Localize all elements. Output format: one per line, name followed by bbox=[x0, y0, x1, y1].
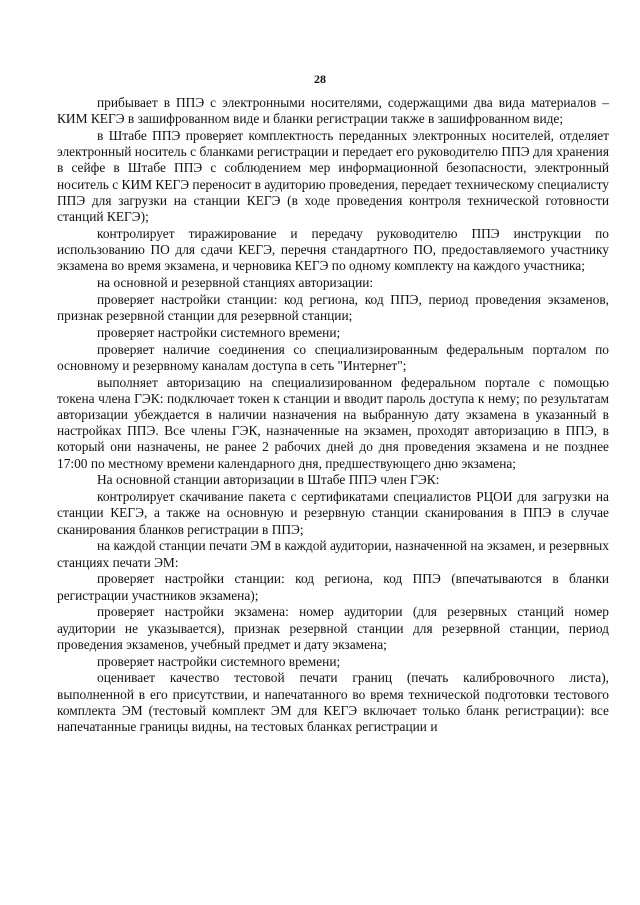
body-text bbox=[57, 95, 609, 736]
paragraph: проверяет настройки системного времени; bbox=[97, 653, 341, 669]
paragraph: проверяет настройки экзамена: номер аудитории (для резервных станций номер аудитории не указывается), признак резервной станции для резервной станции, период проведения экзаменов, учебный предмет и дату экзамена; bbox=[57, 604, 609, 652]
paragraph: проверяет наличие соединения со специализированным федеральным порталом по основному и резервному каналам доступа в сеть "Интернет"; bbox=[57, 341, 609, 373]
paragraph: выполняет авторизацию на специализированном федеральном портале с помощью токена члена ГЭК: подключает токен к станции и вводит пароль доступа к нему; по результатам авторизации убеждается в наличии назначения на выбранную дату экзамена в указанный в настройках ППЭ. Все члены ГЭК, назначенные на экзамен, проходят авторизацию в ППЭ, в который они назначены, не ранее 2 рабочих дней до дня проведения экзамена и не позднее 17:00 по местному времени календарного дня, предшествующего дню экзамена; bbox=[57, 374, 609, 471]
paragraph: на основной и резервной станциях авторизации: bbox=[97, 275, 374, 291]
page-number: 28 bbox=[314, 72, 326, 86]
paragraph: оценивает качество тестовой печати границ (печать калибровочного листа), выполненной в его присутствии, и напечатанного во время технической подготовки тестового комплекта ЭМ (тестовый комплект ЭМ для КЕГЭ включает только бланк регистрации): все напечатанные границы видны, на тестовых бланках регистрации и bbox=[57, 670, 609, 735]
paragraph: прибывает в ППЭ с электронными носителями, содержащими два вида материалов – КИМ КЕГЭ в зашифрованном виде и бланки регистрации также в зашифрованном виде; bbox=[57, 95, 609, 127]
paragraph: контролирует скачивание пакета с сертификатами специалистов РЦОИ для загрузки на станции КЕГЭ, а также на основную и резервную станции сканирования в ППЭ в случае сканирования бланков регистрации в ППЭ; bbox=[57, 489, 609, 537]
paragraph: проверяет настройки станции: код региона, код ППЭ, период проведения экзаменов, признак резервной станции для резервной станции; bbox=[57, 291, 609, 324]
paragraph: На основной станции авторизации в Штабе ППЭ член ГЭК: bbox=[97, 472, 440, 488]
paragraph: в Штабе ППЭ проверяет комплектность переданных электронных носителей, отделяет электронный носитель с бланками регистрации и передает его руководителю ППЭ для хранения в сейфе в Штабе ППЭ с соблюдением мер информационной безопасности, электронный носитель с КИМ КЕГЭ переносит в аудиторию проведения, передает техническому специалисту ППЭ для загрузки на станции КЕГЭ (в ходе проведения контроля технической готовности станций КЕГЭ); bbox=[57, 128, 609, 225]
paragraph: проверяет настройки системного времени; bbox=[97, 324, 341, 340]
paragraph: контролирует тиражирование и передачу руководителю ППЭ инструкции по использованию ПО для сдачи КЕГЭ, перечня стандартного ПО, предоставляемого участнику экзамена во время экзамена, и черновика КЕГЭ по одному комплекту на каждого участника; bbox=[57, 225, 609, 274]
paragraph: проверяет настройки станции: код региона, код ППЭ (впечатываются в бланки регистрации участников экзамена); bbox=[57, 571, 609, 603]
paragraph: на каждой станции печати ЭМ в каждой аудитории, назначенной на экзамен, и резервных станциях печати ЭМ: bbox=[57, 538, 609, 570]
